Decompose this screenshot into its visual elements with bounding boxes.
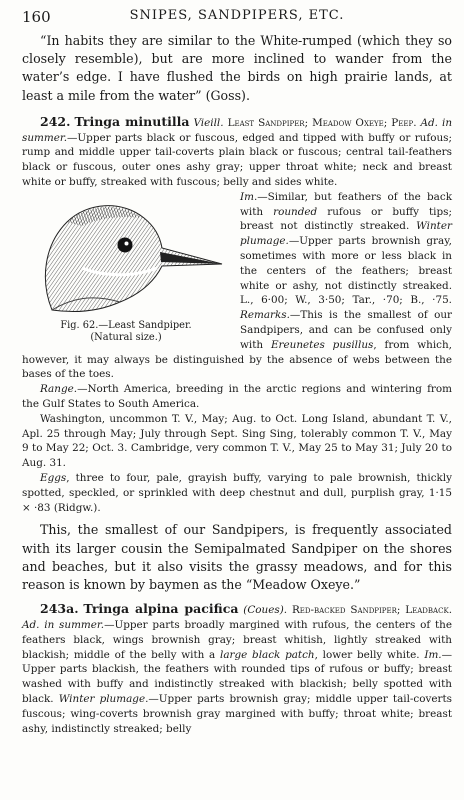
remarks-italic: Ereunetes pusillus [270,338,374,351]
immature-italic: rounded [273,205,318,218]
winter-description: —Upper parts brownish gray; middle upper tail-coverts fuscous; wing-coverts brownish gray margined with buffy; throat white; breast ashy, indistinctly streaked; belly [22,692,452,735]
immature-label: Im. [424,648,442,661]
remarks-text-a: —This is the smallest of our Sandpipers, and can be confused only with [240,309,452,351]
entry-243a [22,602,452,736]
page-header [22,6,452,28]
species-author: (Coues). [243,604,288,617]
summer-italic: large black patch [220,648,315,661]
immature-label: Im. [240,190,258,203]
common-names: Red-backed Sandpiper; Leadback. [291,604,452,617]
immature-description-a: —Similar, but feathers of the back with [240,190,452,218]
remarks-text-b: , from which, however, it may always be distinguished by the absence of webs between the bases of the toes. [22,338,452,381]
summer-label: Ad. in summer. [22,618,105,631]
eggs-paragraph [22,471,452,515]
winter-description: —Upper parts brownish gray, sometimes with more or less black in the centers of the feathers; breast white or ashy, not distinctly streaked. L., 6·00; W., 3·50; Tar., ·70; B., ·75. [240,235,452,307]
summer-label: Ad. in summer. [22,116,453,144]
figure-caption [22,320,230,344]
eggs-text: , three to four, pale, grayish buffy, varying to pale brownish, thickly spotted, speckled, or sprinkled with deep chestnut and dull, purplish gray, 1·15 × ·83 (Ridgw.). [22,471,452,514]
winter-label: Winter plumage. [240,220,452,248]
summer-description: —Upper parts black or fuscous, edged and tipped with buffy or rufous; rump and middle upper tail-coverts plain black or fuscous; central tail-feathers black or fuscous, outer ones ashy gray; upper throat white; neck and breast white or buffy, streaked with fuscous; belly and sides white. [22,131,452,188]
species-name: Tringa minutilla [74,113,190,129]
remarks-label: Remarks. [240,309,290,322]
intro-quote: “In habits they are similar to the White-rumped (which they so closely resemble), but are more inclined to wander from the water’s edge. I have flushed the birds on high prairie lands, at least a mile from the water” (Goss). [22,33,452,103]
figure-62 [22,190,230,344]
immature-description: —Upper parts blackish, the feathers with rounded tips of rufous or buffy; breast washed with buffy and indistinctly streaked with blackish; belly spotted with black. [22,648,452,705]
species-name: Tringa alpina pacifica [83,601,239,617]
least-sandpiper-head-illustration [22,190,230,318]
immature-description-b: rufous or buffy tips; breast not distinctly streaked. [240,205,452,233]
range-text: —North America, breeding in the arctic regions and wintering from the Gulf States to South America. [22,383,452,410]
page-number: 160 [22,8,51,26]
summer-description-b: , lower belly white. [314,648,420,661]
records-paragraph: Washington, uncommon T. V., May; Aug. to Oct. Long Island, abundant T. V., Apl. 25 through May; July through Sept. Sing Sing, tolerably common T. V., May 9 to May 22; Oct. 3. Cambridge, very common T. V., May 25 to May 31; July 20 to Aug. 31. [22,412,452,470]
range-label: Range. [40,383,78,396]
summer-description-a: —Upper parts broadly margined with rufous, the centers of the feathers black, wings brownish gray; breast whitish, lightly streaked with blackish; middle of the belly with a [22,618,452,661]
figure-caption-title: Fig. 62.—Least Sandpiper. [60,319,192,331]
entry-242-heading [22,115,452,190]
range-paragraph [22,382,452,412]
running-head: SNIPES, SANDPIPERS, ETC. [129,8,345,23]
entry-number: 243a. [40,601,79,617]
figure-caption-size: (Natural size.) [90,331,162,343]
common-names: Least Sandpiper; Meadow Oxeye; Peep. [227,116,417,129]
winter-label: Winter plumage. [58,692,149,705]
species-author: Vieill. [193,116,224,129]
entry-number: 242. [40,113,71,129]
entry-242-notes: This, the smallest of our Sandpipers, is frequently associated with its larger cousin the Semipalmated Sandpiper on the shores and beaches, but it also visits the grassy meadows, and for this reason is known by baymen as the “Meadow Oxeye.” [22,522,452,592]
eggs-label: Eggs [40,471,67,484]
